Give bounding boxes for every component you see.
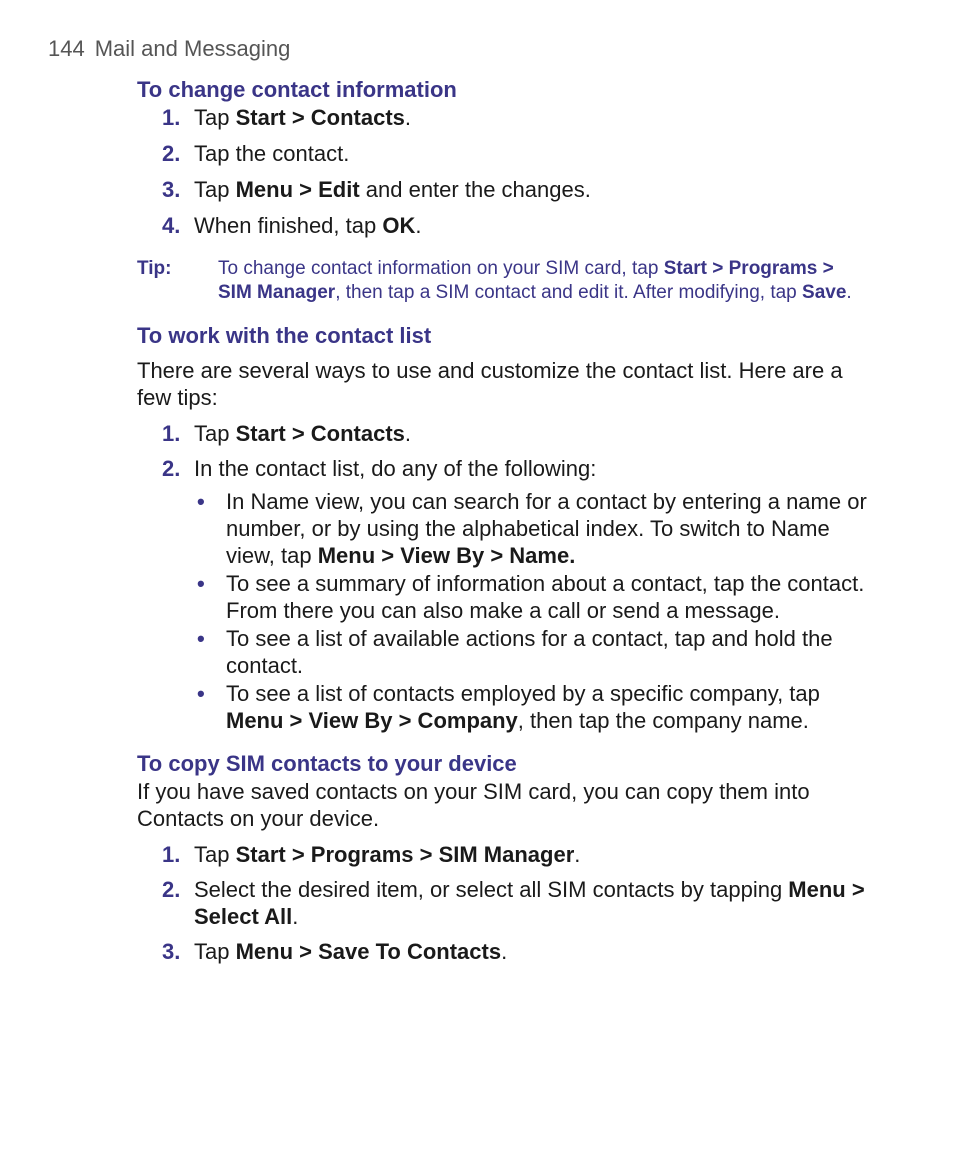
tip-command-save: Save [802,282,847,303]
step-text: Tap [194,939,236,964]
step-text: Tap [194,177,236,202]
bullet-icon: • [197,571,205,596]
step-text: When finished, tap [194,213,383,238]
step-command: Start > Contacts [235,421,405,446]
step-number: 4. [162,213,181,238]
bullet-item [194,488,867,569]
step-item [137,938,867,965]
page-number: 144 [48,36,85,61]
step-item [137,420,867,447]
step-text: Select the desired item, or select all SIM contacts by tapping [194,877,789,902]
copy-sim-intro: If you have saved contacts on your SIM card, you can copy them into Contacts on your device. [137,779,810,831]
bullet-icon: • [197,489,205,514]
step-number: 1. [162,421,181,446]
step-item [137,176,867,203]
step-item [137,455,867,734]
contact-list-intro: There are several ways to use and customize the contact list. Here are a few tips: [137,358,843,410]
step-text: Tap the contact. [194,141,350,166]
bullet-text: To see a list of available actions for a contact, tap and hold the contact. [226,626,833,678]
step-item [137,876,867,930]
tip-command: Start > Programs > SIM Manager [218,258,834,303]
step-number: 1. [162,105,181,130]
contact-list-steps [137,420,867,734]
tip-text: To change contact information on your SIM card, tap [218,258,664,279]
tip-label: Tip: [137,258,172,279]
step-item [137,212,867,239]
copy-sim-steps [137,841,867,965]
page-content [137,76,867,965]
bullet-command: Menu > View By > Name. [317,543,576,568]
bullet-text: To see a summary of information about a contact, tap the contact. From there you can also make a call or send a message. [226,571,865,623]
bullet-text: To see a list of contacts employed by a specific company, tap [226,681,820,706]
step-command: OK [382,213,416,238]
step-number: 3. [162,939,181,964]
heading-contact-list: To work with the contact list [137,323,432,348]
step-command: Menu > Edit [235,177,360,202]
step-command: Menu > Select All [194,877,865,929]
step-text-end: . [292,904,299,929]
step-text: Tap [194,421,236,446]
step-text-end: . [574,842,581,867]
heading-change-contact: To change contact information [137,77,457,102]
step-text-end: . [501,939,508,964]
step-number: 1. [162,842,181,867]
bullet-item [194,625,867,679]
tip-text-end: . [846,282,852,303]
step-text-end: . [415,213,422,238]
step-item [137,841,867,868]
step-command: Start > Contacts [235,105,405,130]
step-number: 3. [162,177,181,202]
step-command: Menu > Save To Contacts [235,939,502,964]
step-number: 2. [162,456,181,481]
tip-box [137,257,867,305]
step-text: Tap [194,105,236,130]
step-text-end: and enter the changes. [359,177,591,202]
bullet-icon: • [197,626,205,651]
step-item [137,140,867,167]
step-text-end: . [404,421,412,446]
bullet-command: Menu > View By > Company [226,708,518,733]
step-text-end: . [404,105,412,130]
step-number: 2. [162,877,181,902]
bullet-item [194,570,867,624]
step-item [137,104,867,131]
bullet-icon: • [197,681,205,706]
step-text: In the contact list, do any of the following: [194,456,597,481]
bullet-item [194,680,867,734]
bullet-text: In Name view, you can search for a contact by entering a name or number, or by using the alphabetical index. To switch to Name view, tap [226,489,867,568]
tips-bullet-list [194,488,867,734]
step-number: 2. [162,141,181,166]
bullet-text-end: , then tap the company name. [517,708,809,733]
heading-copy-sim: To copy SIM contacts to your device [137,751,517,776]
change-contact-steps [137,104,867,239]
section-title: Mail and Messaging [94,36,291,61]
step-command: Start > Programs > SIM Manager [235,842,575,867]
step-text: Tap [194,842,236,867]
tip-text-middle: , then tap a SIM contact and edit it. After modifying, tap [335,282,803,303]
running-header [48,36,290,62]
